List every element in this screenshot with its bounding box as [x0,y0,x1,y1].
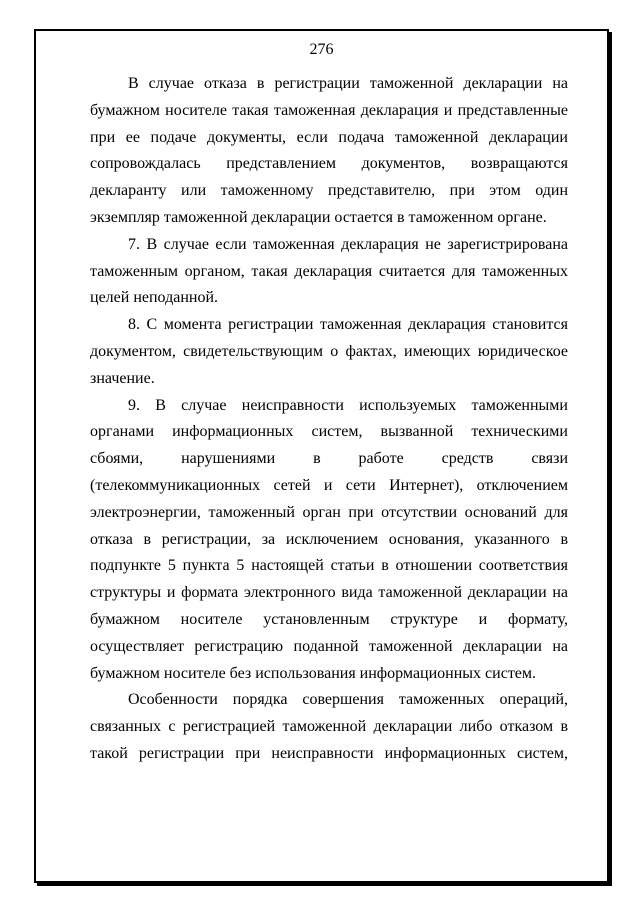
paragraph-specifics: Особенности порядка совершения таможенных операций, связанных с регистрацией таможенной декларации либо отказом в такой регистрации при неисправности информационных систем, [90,691,568,762]
paragraph-7-not-registered: 7. В случае если таможенная декларация не зарегистрирована таможенным органом, такая декларация считается для таможенных целей неподанной. [90,235,568,307]
document-page [34,29,609,883]
document-body [90,71,568,768]
paragraph-refusal-return: В случае отказа в регистрации таможенной декларации на бумажном носителе такая таможенная декларация и представленные при ее подаче документы, если подача таможенной декларации сопровождалась представлением документов, возвращаются декларанту или таможенному представителю, при этом один экземпляр таможенной декларации остается в таможенном органе. [90,75,568,226]
paragraph-8-registration-moment: 8. С момента регистрации таможенная декларация становится документом, свидетельствующим о фактах, имеющих юридическое значение. [90,316,568,387]
page-number: 276 [309,41,334,58]
paragraph-9-system-failure: 9. В случае неисправности используемых таможенными органами информационных систем, вызванной техническими сбоями, нарушениями в работе средств связи (телекоммуникационных сетей и сети Интернет), отключением электроэнергии, таможенный орган при отсутствии оснований для отказа в регистрации, за исключением основания, указанного в подпункте 5 пункта 5 настоящей статьи в отношении соответствия структуры и формата электронного вида таможенной декларации на бумажном носителе установленным структуре и формату, осуществляет регистрацию поданной таможенной декларации на бумажном носителе без использования информационных систем. [90,396,568,682]
